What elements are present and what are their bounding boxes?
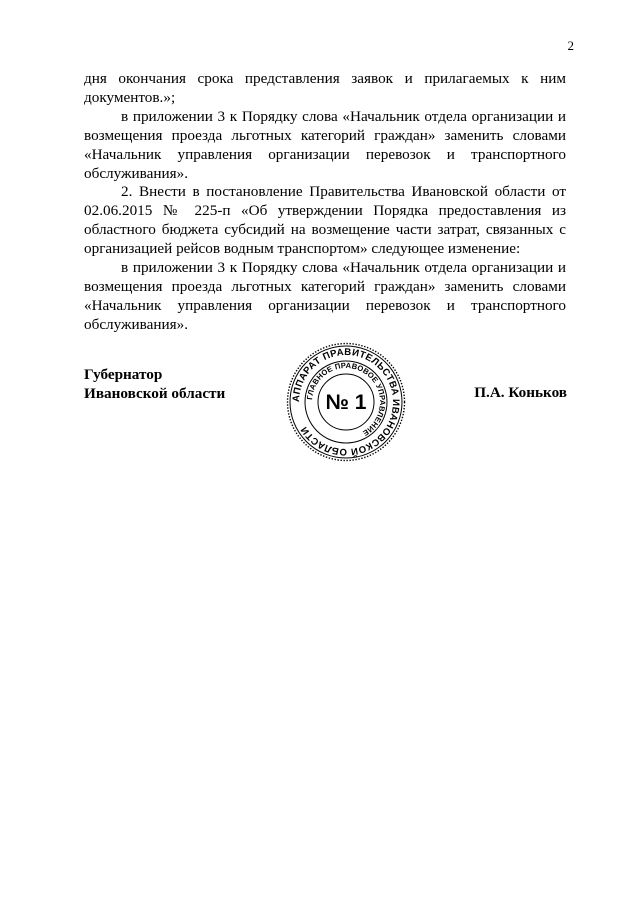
signatory-title [84, 366, 225, 403]
signatory-name: П.А. Коньков [474, 384, 567, 401]
signatory-title-line-2: Ивановской области [84, 384, 226, 402]
seal-outer-text: АППАРАТ ПРАВИТЕЛЬСТВА ИВАНОВСКОЙ ОБЛАСТИ [290, 346, 402, 458]
seal-number: № 1 [325, 391, 367, 414]
official-seal [285, 341, 407, 463]
paragraph-item-2: 2. Внести в постановление Правительства Ивановской области от 02.06.2015 № 225-п «Об утверждении Порядка предоставления из областного бюджета субсидий на возмещение части затрат, связанных с организацией рейсов водным транспортом» следующее изменение: [84, 183, 566, 258]
paragraph-continuation: дня окончания срока представления заявок и прилагаемых к ним документов.»; [84, 70, 566, 106]
document-body [84, 70, 566, 335]
paragraph-appendix-change-1: в приложении 3 к Порядку слова «Начальник отдела организации и возмещения проезда льготных категорий граждан» заменить словами «Начальник управления организации перевозок и транспортного обслуживания». [84, 107, 566, 182]
seal-inner-text: ГЛАВНОЕ ПРАВОВОЕ УПРАВЛЕНИЕ [305, 360, 388, 438]
signatory-title-line-1: Губернатор [84, 366, 163, 383]
paragraph-appendix-change-2: в приложении 3 к Порядку слова «Начальник отдела организации и возмещения проезда льготных категорий граждан» заменить словами «Начальник управления организации перевозок и транспортного обслуживания». [84, 259, 566, 333]
page-number: 2 [567, 38, 574, 53]
